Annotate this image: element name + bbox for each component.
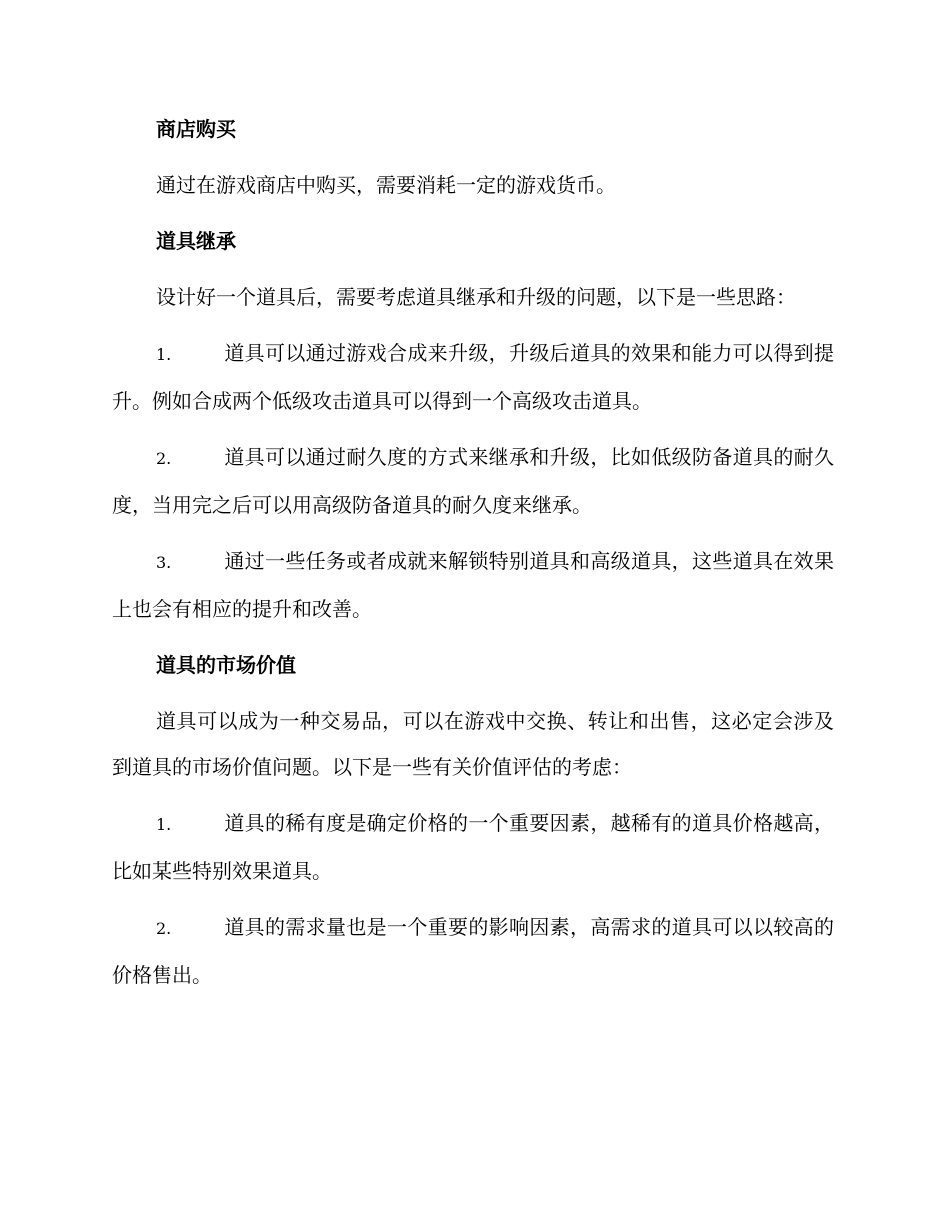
list-item: [112, 904, 834, 998]
list-number: 1.: [156, 345, 172, 364]
document-body: [112, 106, 834, 1008]
list-number: 1.: [156, 815, 172, 834]
list-item-text: 道具的稀有度是确定价格的一个重要因素，越稀有的道具价格越高，比如某些特别效果道具。: [112, 811, 834, 883]
list-item: [112, 434, 834, 528]
list-item-text: 道具的需求量也是一个重要的影响因素，高需求的道具可以以较高的价格售出。: [112, 915, 834, 987]
section-paragraph-shop: 通过在游戏商店中购买，需要消耗一定的游戏货币。: [156, 173, 616, 197]
section-heading-market-value: 道具的市场价值: [156, 653, 296, 677]
list-item: [112, 538, 834, 632]
list-number: 2.: [156, 919, 172, 938]
section-heading-shop: 商店购买: [156, 117, 236, 141]
list-item-text: 通过一些任务或者成就来解锁特别道具和高级道具，这些道具在效果上也会有相应的提升和改善。: [112, 549, 834, 621]
section-paragraph-market-value: 道具可以成为一种交易品，可以在游戏中交换、转让和出售，这必定会涉及到道具的市场价值问题。以下是一些有关价值评估的考虑：: [112, 709, 834, 779]
list-item-text: 道具可以通过游戏合成来升级，升级后道具的效果和能力可以得到提升。例如合成两个低级攻击道具可以得到一个高级攻击道具。: [112, 341, 834, 413]
section-paragraph-inheritance: 设计好一个道具后，需要考虑道具继承和升级的问题，以下是一些思路：: [156, 285, 796, 309]
list-number: 2.: [156, 449, 172, 468]
list-item: [112, 800, 834, 894]
list-number: 3.: [156, 553, 172, 572]
list-item-text: 道具可以通过耐久度的方式来继承和升级，比如低级防备道具的耐久度，当用完之后可以用高级防备道具的耐久度来继承。: [112, 445, 834, 517]
section-heading-inheritance: 道具继承: [156, 229, 236, 253]
list-item: [112, 330, 834, 424]
